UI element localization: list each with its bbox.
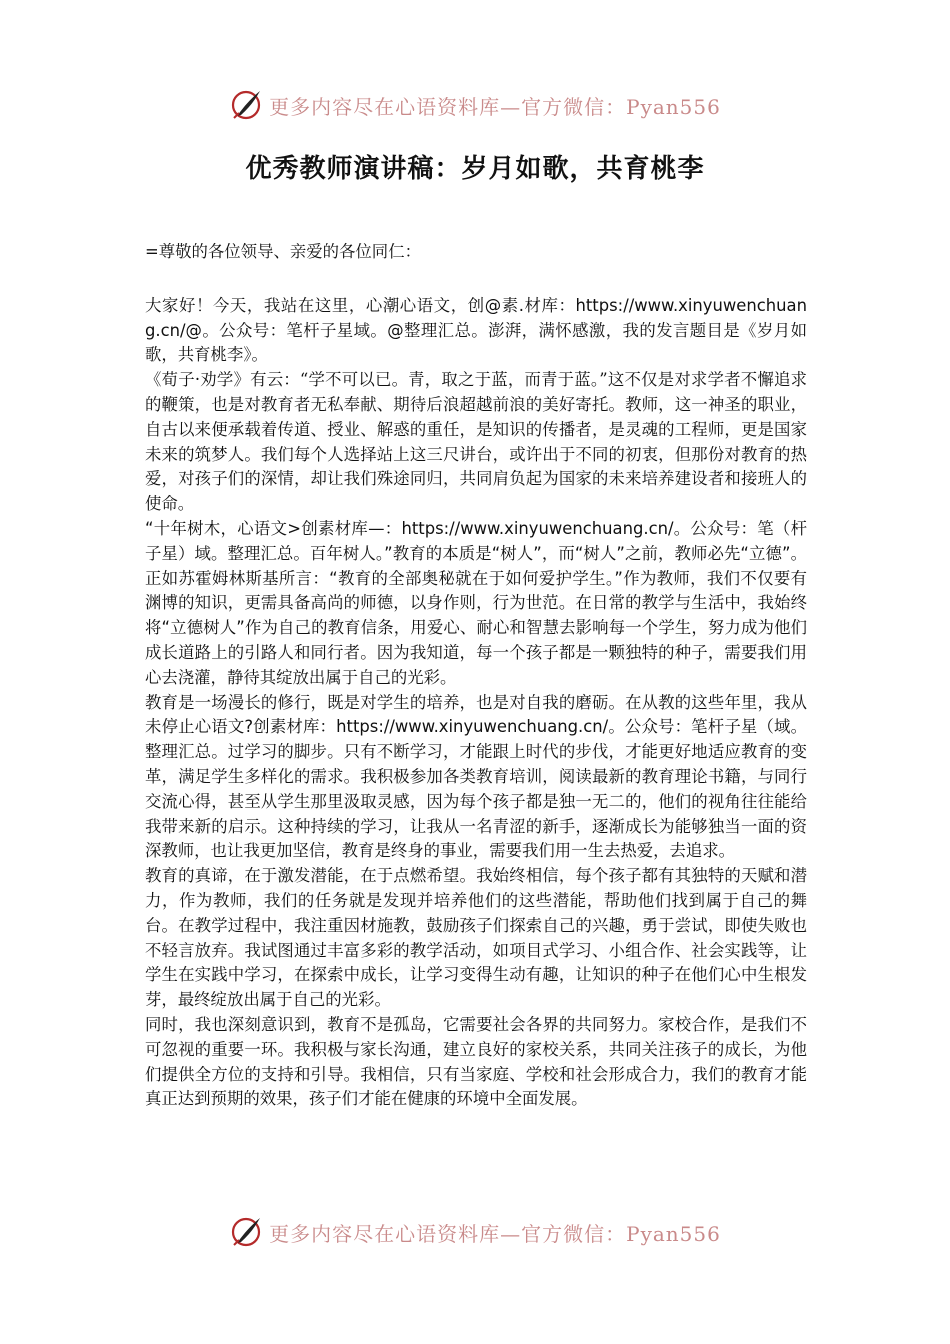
greeting: =尊敬的各位领导、亲爱的各位同仁：	[145, 242, 421, 261]
quill-logo-icon	[229, 1215, 263, 1249]
document-title: 优秀教师演讲稿：岁月如歌，共育桃李	[245, 154, 705, 184]
footer-banner	[0, 1212, 950, 1252]
header-banner-text: 更多内容尽在心语资料库—官方微信：Pyan556	[269, 94, 721, 119]
paragraph-5: 教育的真谛，在于激发潜能，在于点燃希望。我始终相信，每个孩子都有其独特的天赋和潜力，作为教师，我们的任务就是发现并培养他们的这些潜能，帮助他们找到属于自己的舞台。在教学过程中，我注重因材施教，鼓励孩子们探索自己的兴趣，勇于尝试，即使失败也不轻言放弃。我试图通过丰富多彩的教学活动，如项目式学习、小组合作、社会实践等，让学生在实践中学习，在探索中成长，让学习变得生动有趣，让知识的种子在他们心中生根发芽，最终绽放出属于自己的光彩。	[145, 866, 807, 1010]
paragraph-6: 同时，我也深刻意识到，教育不是孤岛，它需要社会各界的共同努力。家校合作，是我们不可忽视的重要一环。我积极与家长沟通，建立良好的家校关系，共同关注孩子的成长，为他们提供全方位的支持和引导。我相信，只有当家庭、学校和社会形成合力，我们的教育才能真正达到预期的效果，孩子们才能在健康的环境中全面发展。	[145, 1014, 807, 1109]
paragraph-4: 教育是一场漫长的修行，既是对学生的培养，也是对自我的磨砺。在从教的这些年里，我从未停止心语文?创素材库：https://www.xinyuwenchuang.cn/。公众号：笔杆子星（域。整理汇总。过学习的脚步。只有不断学习，才能跟上时代的步伐，才能更好地适应教育的变革，满足学生多样化的需求。我积极参加各类教育培训，阅读最新的教育理论书籍，与同行交流心得，甚至从学生那里汲取灵感，因为每个孩子都是独一无二的，他们的视角往往能给我带来新的启示。这种持续的学习，让我从一名青涩的新手，逐渐成长为能够独当一面的资深教师，也让我更加坚信，教育是终身的事业，需要我们用一生去热爱，去追求。	[145, 692, 807, 861]
document-body	[145, 240, 807, 1112]
paragraph-2: 《荀子·劝学》有云：“学不可以已。青，取之于蓝，而青于蓝。”这不仅是对求学者不懈追求的鞭策，也是对教育者无私奉献、期待后浪超越前浪的美好寄托。教师，这一神圣的职业，自古以来便承载着传道、授业、解惑的重任，是知识的传播者，是灵魂的工程师，更是国家未来的筑梦人。我们每个人选择站上这三尺讲台，或许出于不同的初衷，但那份对教育的热爱，对孩子们的深情，却让我们殊途同归，共同肩负起为国家的未来培养建设者和接班人的使命。	[145, 370, 807, 514]
quill-logo-icon	[229, 88, 263, 122]
header-banner	[0, 85, 950, 125]
footer-banner-text: 更多内容尽在心语资料库—官方微信：Pyan556	[269, 1221, 721, 1246]
paragraph-3: “十年树木，心语文>创素材库—：https://www.xinyuwenchuang.cn/。公众号：笔（杆子星）域。整理汇总。百年树人。”教育的本质是“树人”，而“树人”之前，教师必先“立德”。正如苏霍姆林斯基所言：“教育的全部奥秘就在于如何爱护学生。”作为教师，我们不仅要有渊博的知识，更需具备高尚的师德，以身作则，行为世范。在日常的教学与生活中，我始终将“立德树人”作为自己的教育信条，用爱心、耐心和智慧去影响每一个学生，努力成为他们成长道路上的引路人和同行者。因为我知道，每一个孩子都是一颗独特的种子，需要我们用心去浇灌，静待其绽放出属于自己的光彩。	[145, 518, 807, 687]
paragraph-1: 大家好！今天，我站在这里，心潮心语文，创@素.材库：https://www.xinyuwenchuang.cn/@。公众号：笔杆子星域。@整理汇总。澎湃，满怀感激，我的发言题目是《岁月如歌，共育桃李》。	[145, 295, 807, 365]
